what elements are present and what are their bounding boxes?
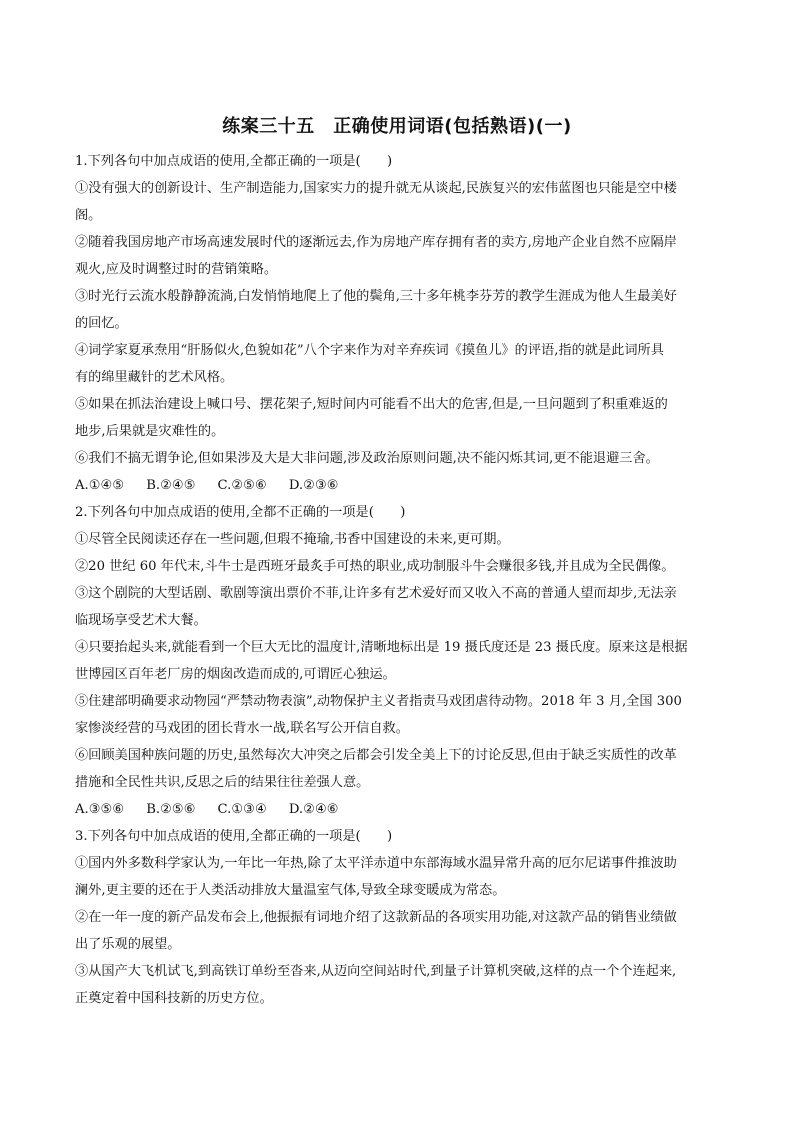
question-1 — [75, 148, 719, 499]
document-page — [75, 112, 719, 1012]
page-title: 练案三十五 正确使用词语(包括熟语)(一) — [222, 116, 572, 137]
question-text-line: ②在一年一度的新产品发布会上,他振振有词地介绍了这款新品的各项实用功能,对这款产品的销售业绩做 — [75, 910, 677, 925]
question-text-line: ②随着我国房地产市场高速发展时代的逐渐远去,作为房地产库存拥有者的卖方,房地产企业自然不应隔岸 — [75, 235, 677, 250]
question-text-line: ②20 世纪 60 年代末,斗牛士是西班牙最炙手可热的职业,成功制服斗牛会赚很多钱,并且成为全民偶像。 — [75, 559, 675, 574]
question-text-line: 澜外,更主要的还在于人类活动排放大量温室气体,导致全球变暖成为常态。 — [75, 883, 506, 898]
question-text-line: ④只要抬起头来,就能看到一个巨大无比的温度计,清晰地标出是 19 摄氏度还是 23 摄氏度。原来这是根据 — [75, 640, 688, 655]
question-stem: 1.下列各句中加点成语的使用,全都正确的一项是( ) — [75, 154, 393, 169]
question-text-line: ①尽管全民阅读还存在一些问题,但瑕不掩瑜,书香中国建设的未来,更可期。 — [75, 532, 510, 547]
question-text-line: 措施和全民性共识,反思之后的结果往往差强人意。 — [75, 775, 370, 790]
answer-option: D.②④⑥ — [288, 802, 339, 817]
question-text-line: 家惨淡经营的马戏团的团长背水一战,联名写公开信自救。 — [75, 721, 409, 736]
question-list — [75, 148, 719, 1012]
question-3 — [75, 823, 719, 1012]
question-text-line: ③时光行云流水般静静流淌,白发悄悄地爬上了他的鬓角,三十多年桃李芬芳的教学生涯成为他人生最美好 — [75, 289, 677, 304]
question-text-line: 正奠定着中国科技新的历史方位。 — [75, 991, 273, 1006]
question-stem: 3.下列各句中加点成语的使用,全都正确的一项是( ) — [75, 829, 393, 844]
question-text-line: ③这个剧院的大型话剧、歌剧等演出票价不菲,让许多有艺术爱好而又收入不高的普通人望而却步,无法亲 — [75, 586, 677, 601]
answer-options — [75, 472, 719, 499]
question-stem: 2.下列各句中加点成语的使用,全都不正确的一项是( ) — [75, 505, 406, 520]
question-text-line: 地步,后果就是灾难性的。 — [75, 424, 225, 439]
answer-option: D.②③⑥ — [288, 478, 339, 493]
question-text-line: 观火,应及时调整过时的营销策略。 — [75, 262, 278, 277]
answer-option: A.①④⑤ — [75, 478, 125, 493]
question-text-line: 世博园区百年老厂房的烟囱改造而成的,可谓匠心独运。 — [75, 667, 396, 682]
answer-option: A.③⑤⑥ — [75, 802, 125, 817]
question-text-line: 的回忆。 — [75, 316, 128, 331]
answer-options — [75, 796, 719, 823]
question-text-line: ⑥我们不搞无谓争论,但如果涉及大是大非问题,涉及政治原则问题,决不能闪烁其词,更不能退避三舍。 — [75, 451, 659, 466]
question-text-line: ④词学家夏承焘用“肝肠似火,色貌如花”八个字来作为对辛弃疾词《摸鱼儿》的评语,指的就是此词所具 — [75, 343, 664, 358]
answer-option: B.②⑤⑥ — [146, 802, 196, 817]
question-text-line: 出了乐观的展望。 — [75, 937, 181, 952]
answer-option: B.②④⑤ — [146, 478, 196, 493]
question-text-line: ⑤如果在抓法治建设上喊口号、摆花架子,短时间内可能看不出大的危害,但是,一旦问题到了积重难返的 — [75, 397, 668, 412]
question-text-line: ③从国产大飞机试飞,到高铁订单纷至沓来,从迈向空间站时代,到量子计算机突破,这样的点一个个连起来, — [75, 964, 677, 979]
answer-option: C.②⑤⑥ — [217, 478, 267, 493]
question-text-line: 阁。 — [75, 208, 102, 223]
question-text-line: ①没有强大的创新设计、生产制造能力,国家实力的提升就无从谈起,民族复兴的宏伟蓝图也只能是空中楼 — [75, 181, 677, 196]
question-2 — [75, 499, 719, 823]
question-text-line: ⑤住建部明确要求动物园“严禁动物表演”,动物保护主义者指责马戏团虐待动物。2018 年 3 月,全国 300 — [75, 694, 682, 709]
answer-option: C.①③④ — [217, 802, 267, 817]
question-text-line: ①国内外多数科学家认为,一年比一年热,除了太平洋赤道中东部海域水温异常升高的厄尔尼诺事件推波助 — [75, 856, 677, 871]
question-text-line: ⑥回顾美国种族问题的历史,虽然每次大冲突之后都会引发全美上下的讨论反思,但由于缺乏实质性的改革 — [75, 748, 677, 763]
question-text-line: 临现场享受艺术大餐。 — [75, 613, 207, 628]
question-text-line: 有的绵里藏针的艺术风格。 — [75, 370, 234, 385]
